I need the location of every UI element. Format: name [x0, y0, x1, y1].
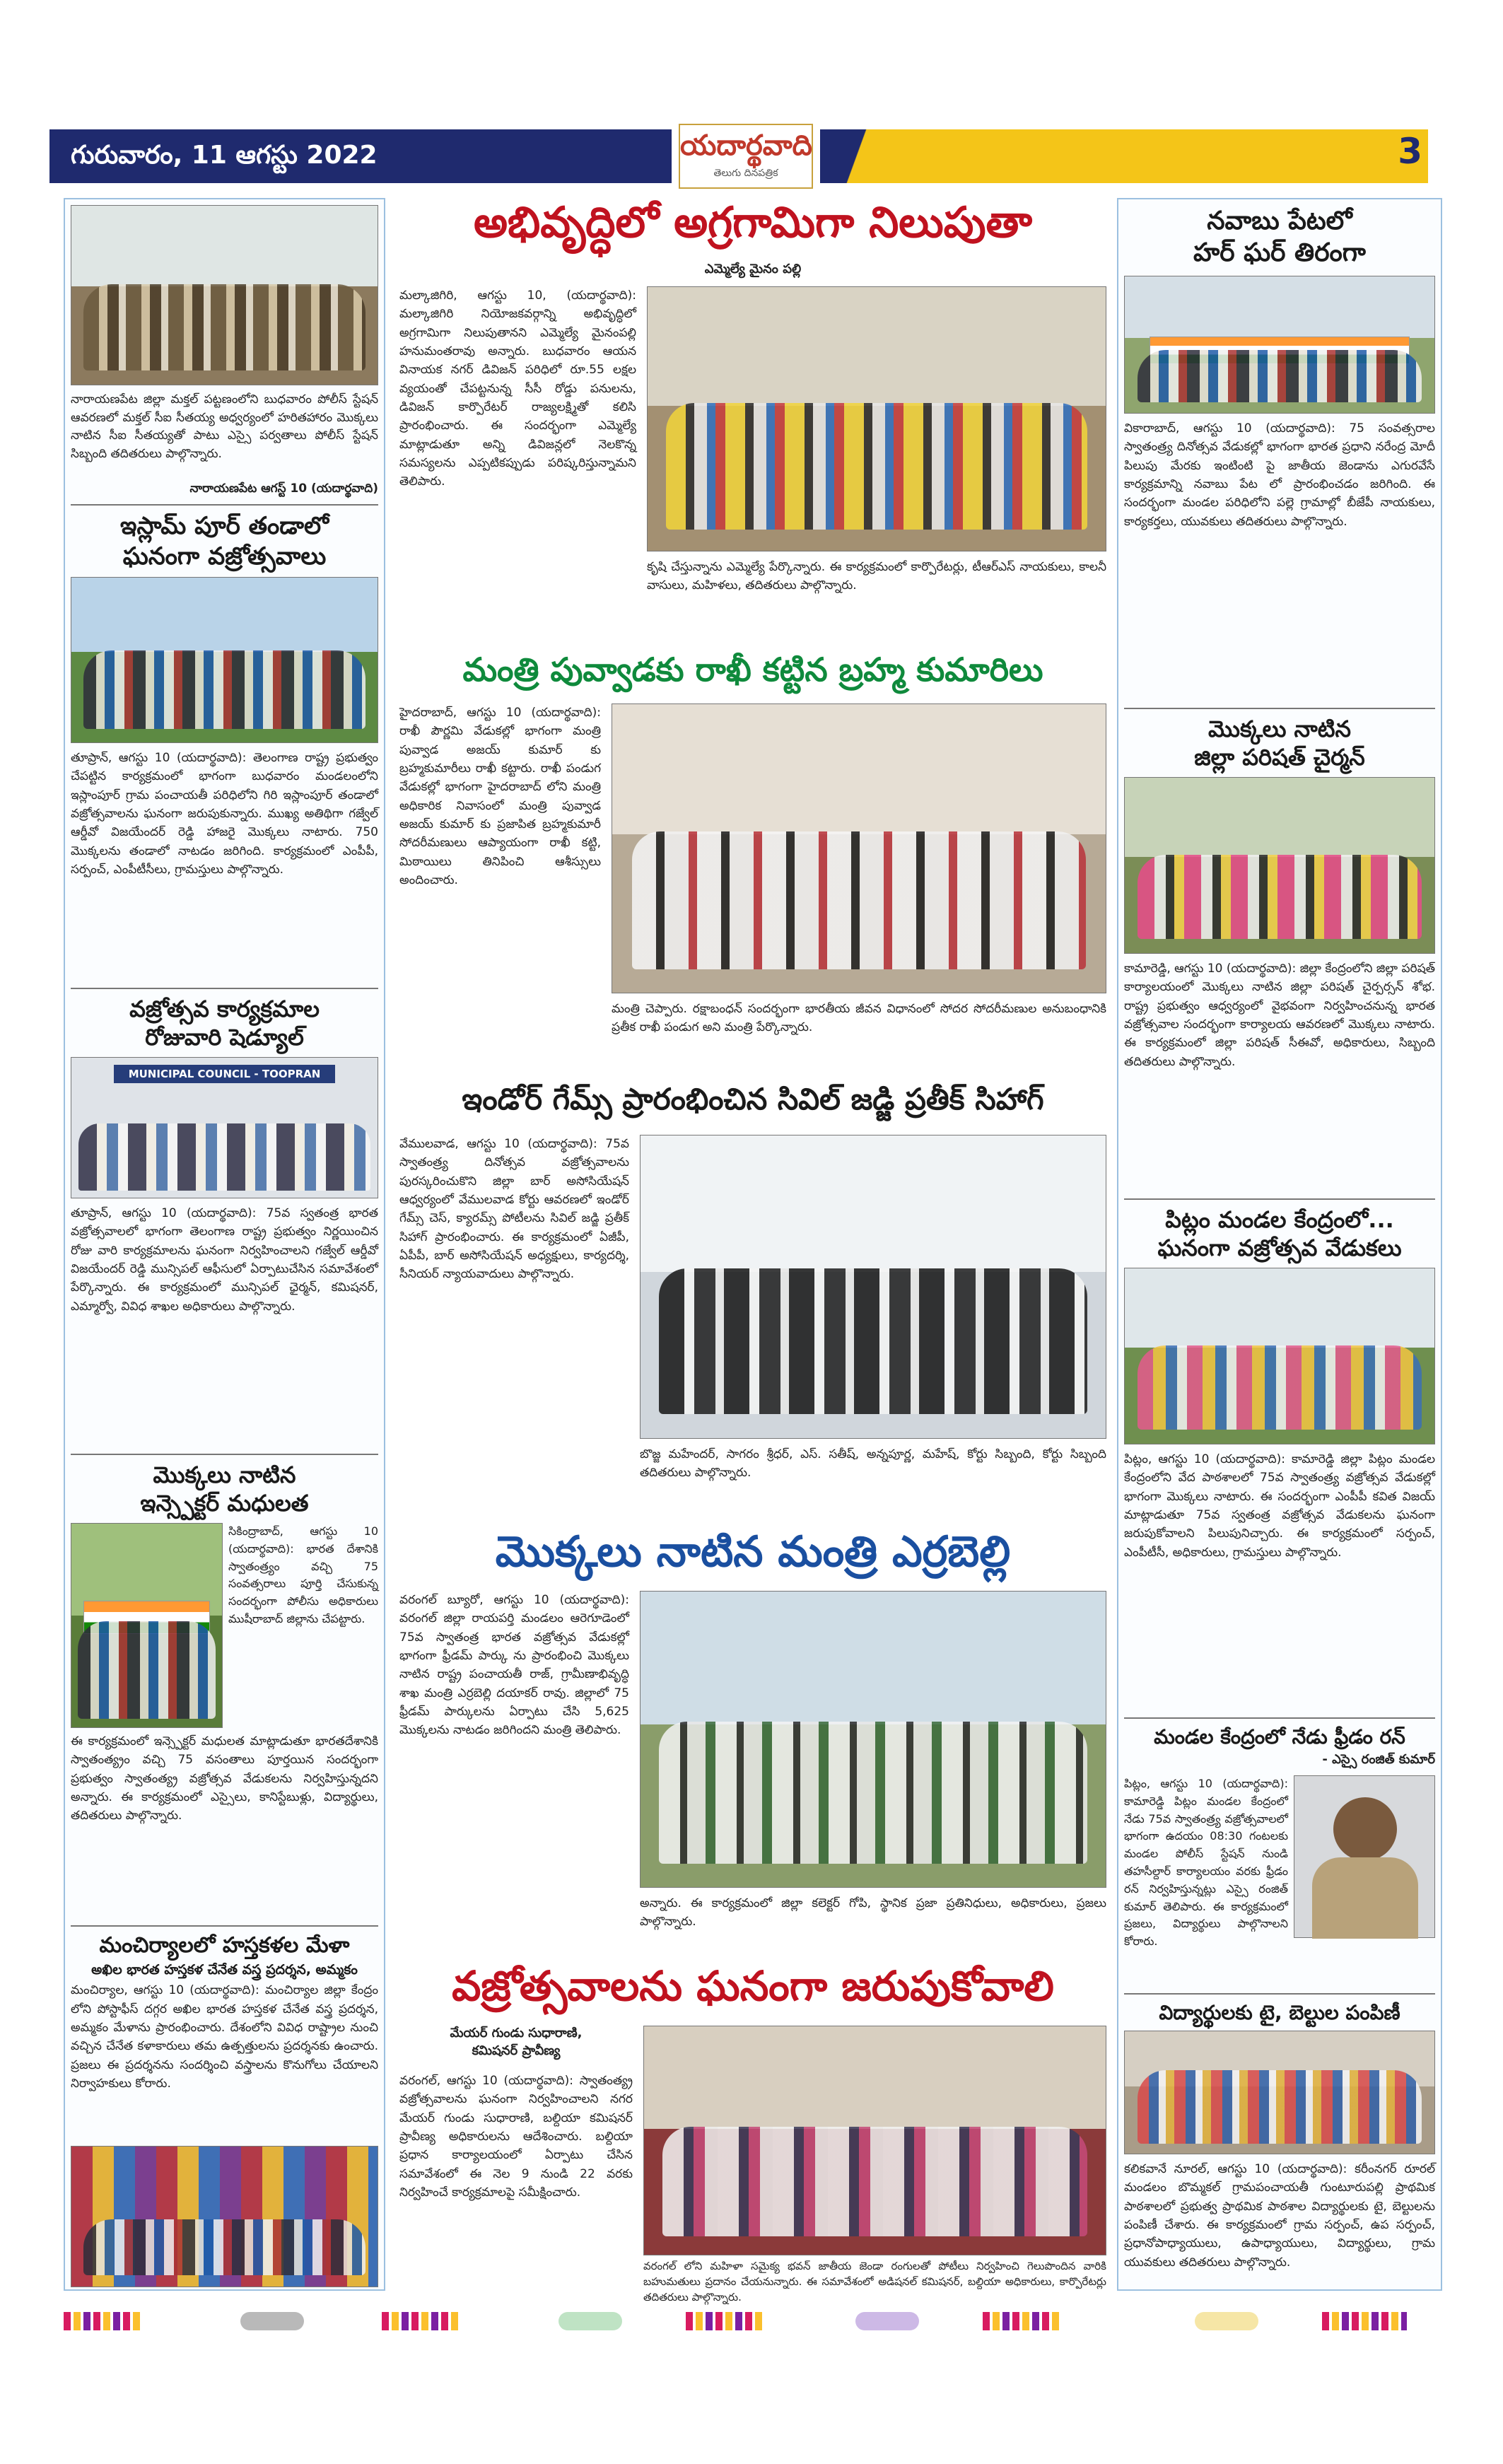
byline-freedom-run: - ఎస్సై రంజిత్ కుమార్: [1322, 1752, 1435, 1767]
headline-errabelli: మొక్కలు నాటిన మంత్రి ఎర్రబెల్లి: [495, 1527, 1011, 1577]
photo-pitlam-celebration: [1124, 1268, 1435, 1444]
footer-tile: [1195, 2312, 1258, 2330]
caption-mynampally: కృషి చేస్తున్నాను ఎమ్మెల్యే పేర్కొన్నారు. ఈ కార్యక్రమంలో కార్పొరేటర్లు, టీఆర్ఎస్ నాయకులు, కాలనీ వాసులు, మహిళలు, తదితరులు పాల్గొన్నారు.: [647, 560, 1106, 592]
divider: [1124, 1198, 1435, 1200]
headline-indoor-games: ఇండోర్ గేమ్స్ ప్రారంభించిన సివిల్ జడ్జి ప్రతీక్ సిహాగ్: [462, 1082, 1044, 1116]
photo-puvvada-rakhi: [612, 703, 1106, 993]
footer-tile: [855, 2312, 919, 2330]
body-mynampally: మల్కాజిగిరి, ఆగస్టు 10, (యదార్థవాది): మల్కాజిగిరి నియోజకవర్గాన్ని అభివృద్ధిలో అగ్రగామిగా నిలుపుతానని ఎమ్మెల్యే మైనంపల్లి హనుమంతరావు అన్నారు. బుధవారం ఆయన వినాయక నగర్ డివిజన్ పరిధిలో రూ.55 లక్షల వ్యయంతో చేపట్టనున్న సీసీ రోడ్డు పనులను, డివిజన్ కార్పొరేటర్ రాజ్యలక్ష్మితో కలిసి ప్రారంభించారు. ఈ సందర్భంగా ఎమ్మెల్యే మాట్లాడుతూ అన్ని డివిజన్లలో నెలకొన్న సమస్యలను ఎప్పటికప్పుడు పరిష్కరిస్తున్నామని తెలిపారు.: [399, 288, 636, 489]
divider: [71, 504, 378, 506]
footer-bars: [382, 2312, 460, 2330]
middle-column: [399, 198, 1106, 2304]
headline-zp-chairman-l2: జిల్లా పరిషత్ చైర్మన్: [1194, 744, 1365, 771]
headline-handicrafts: మంచిర్యాలలో హస్తకళల మేళా: [99, 1933, 350, 1958]
body-madhulatha: ఈ కార్యక్రమంలో ఇన్స్పెక్టర్ మధులత మాట్లాడుతూ భారతదేశానికి స్వాతంత్య్రం వచ్చి 75 వసంతాలు పూర్తయిన సందర్భంగా ప్రభుత్వం స్వాతంత్య్ర వజ్రోత్సవ వేడుకలను నిర్వహిస్తున్నదని అన్నారు. ఈ కార్యక్రమంలో ఎస్సైలు, కానిస్టేబుళ్లు, విద్యార్థులు, తదితరులు పాల్గొన్నారు.: [71, 1734, 378, 1823]
headline-islampur-l1: ఇస్లామ్ పూర్ తండాలో: [120, 512, 329, 540]
byline-mynampally-wrap: [399, 262, 1106, 279]
headline-madhulatha-l1: మొక్కలు నాటిన: [153, 1461, 296, 1488]
page-header: [49, 124, 1435, 189]
credit-narayanpet: నారాయణపేట ఆగస్ట్ 10 (యదార్థవాది): [189, 481, 378, 496]
body-indoor-games: వేములవాడ, ఆగస్టు 10 (యదార్థవాది): 75వ స్వాతంత్ర్య దినోత్సవ వజ్రోత్సవాలను పురస్కరించుకొని జిల్లా బార్ అసోసియేషన్ ఆధ్వర్యంలో వేములవాడ కోర్టు ఆవరణలో ఇండోర్ గేమ్స్ చెస్, క్యారమ్స్ పోటీలను సివిల్ జడ్జి ప్రతీక్ సిహాగ్ ప్రారంభించారు. ఈ కార్యక్రమంలో ఏజీపీ, ఏపీపీ, బార్ అసోసియేషన్ అధ్యక్షులు, కార్యదర్శి, సీనియర్ న్యాయవాదులు పాల్గొన్నారు.: [399, 1137, 629, 1282]
body-tie-belts: కలికవానే నూరల్, ఆగస్టు 10 (యదార్థవాది): కరీంనగర్ రూరల్ మండలం బొమ్మకల్ గ్రామపంచాయతీ గుంటూరుపల్లి ప్రాథమిక పాఠశాలలో ప్రభుత్వ ప్రాథమిక పాఠశాల విద్యార్థులకు టై, బెల్టులను పంపిణీ చేశారు. ఈ కార్యక్రమంలో గ్రామ సర్పంచ్, ఉప సర్పంచ్, ప్రధానోపాధ్యాయులు, ఉపాధ్యాయులు, విద్యార్థులు, గ్రామ యువకులు తదితరులు పాల్గొన్నారు.: [1124, 2162, 1435, 2270]
photo-inspector-planting: [71, 1523, 223, 1728]
date-banner: [49, 129, 672, 183]
byline-warangal-l2: కమిషనర్ ప్రావీణ్య: [472, 2043, 561, 2058]
divider: [1124, 708, 1435, 709]
footer-tile: [240, 2312, 304, 2330]
intro-madhulatha: సికింద్రాబాద్, ఆగస్టు 10 (యదార్థవాది): భారత దేశానికి స్వాతంత్ర్యం వచ్చి 75 సంవత్సరాలు పూర్తి చేసుకున్న సందర్భంగా పోలీసు అధికారులు ముషీరాబాద్ జిల్లాను చేపట్టారు.: [228, 1524, 378, 1625]
headline-tie-belts: విద్యార్థులకు టై, బెల్టుల పంపిణీ: [1159, 2001, 1400, 2024]
headline-schedule-l1: వజ్రోత్సవ కార్యక్రమాల: [129, 995, 320, 1022]
footer-color-strip: [49, 2312, 1435, 2333]
right-column: [1117, 198, 1442, 2291]
footer-bars: [686, 2312, 764, 2330]
body-errabelli: వరంగల్ బ్యూరో, ఆగస్టు 10 (యదార్థవాది): వరంగల్ జిల్లా రాయపర్తి మండలం ఆరెగూడెంలో 75వ స్వాతంత్ర భారత వజ్రోత్సవ వేడుకల్లో భాగంగా ఫ్రీడమ్ పార్కు ను ప్రారంభించి మొక్కలు నాటిన రాష్ట్ర పంచాయతీ రాజ్, గ్రామీణాభివృద్ధి శాఖ మంత్రి ఎర్రబెల్లి దయాకర్ రావు. జిల్లాలో 75 ఫ్రీడమ్ పార్కులను ఏర్పాటు చేసి 5,625 మొక్కలను నాటడం జరిగిందని మంత్రి తెలిపారు.: [399, 1593, 629, 1738]
municipal-banner: MUNICIPAL COUNCIL - TOOPRAN: [114, 1065, 335, 1083]
photo-nawabpet-tiranga: [1124, 276, 1435, 414]
body-puvvada-rakhi: హైదరాబాద్, ఆగస్టు 10 (యదార్థవాది): రాఖీ పౌర్ణమి వేడుకల్లో భాగంగా మంత్రి పువ్వాడ అజయ్ కుమార్ కు బ్రహ్మకుమారీలు రాఖీ కట్టారు. రాఖీ పండుగ వేడుకల్లో భాగంగా హైదరాబాద్ లోని మంత్రి అధికారిక నివాసంలో మంత్రి పువ్వాడ అజయ్ కుమార్ కు ప్రజాపిత బ్రహ్మకుమారీ సోదరీమణులు ఆప్యాయంగా రాఖీ కట్టి, మిఠాయిలు తినిపించి ఆశీస్సులు అందించారు.: [399, 706, 601, 888]
divider: [1124, 1993, 1435, 1995]
caption-warangal: వరంగల్ లోని మహిళా సమైక్య భవన్ జాతీయ జెండా రంగులతో పోటీలు నిర్వహించి గెలుపొందిన వారికి బహుమతులు ప్రదానం చేయనున్నారు. ఈ సమావేశంలో అడిషనల్ కమిషనర్, బల్దియా అధికారులు, కార్పొరేటర్లు తదితరులు పాల్గొన్నారు.: [643, 2260, 1106, 2304]
caption-police-planting: నారాయణపేట జిల్లా మక్తల్ పట్టణంలోని బుధవారం పోలీస్ స్టేషన్ ఆవరణలో మక్తల్ సీఐ సీతయ్య అధ్వర్యంలో హరితహారం మొక్కలు నాటిన సీఐ సీతయ్యతో పాటు ఎస్సై పర్వతాలు పోలీస్ స్టేషన్ సిబ్బంది తదితరులు పాల్గొన్నారు.: [71, 392, 378, 461]
byline-warangal-wrap: [399, 2026, 633, 2061]
issue-date: గురువారం, 11 ఆగస్టు 2022: [71, 141, 378, 170]
headline-celebrations-warangal: వజ్రోత్సవాలను ఘనంగా జరుపుకోవాలి: [452, 1962, 1054, 2010]
headline-schedule-l2: రోజువారి షెడ్యూల్: [145, 1024, 304, 1051]
subhead-handicrafts: అఖిల భారత హస్తకళ చేనేత వస్త్ర ప్రదర్శన, అమ్మకం: [91, 1961, 358, 1978]
photo-police-planting: [71, 205, 378, 385]
photo-islampur-celebration: [71, 577, 378, 743]
headline-pitlam-l2: ఘనంగా వజ్రోత్సవ వేడుకలు: [1157, 1234, 1402, 1261]
body-islampur: తూప్రాన్, ఆగస్టు 10 (యదార్థవాది): తెలంగాణ రాష్ట్ర ప్రభుత్వం చేపట్టిన కార్యక్రమంలో భాగంగా బుధవారం మండలంలోని ఇస్లాంపూర్ గ్రామ పంచాయతీ పరిధిలోని గిరి ఇస్లాంపూర్ తండాలో వజ్రోత్సవాలను ఘనంగా జరుపుకున్నారు. ముఖ్య అతిథిగా గజ్వేల్ ఆర్డీవో విజయేందర్ రెడ్డి హాజరై మొక్కలు నాటారు. 750 మొక్కలను తండాలో నాటడం జరిగింది. కార్యక్రమంలో ఎంపీపీ, సర్పంచ్, ఎంపీటీసీలు, గ్రామస్తులు పాల్గొన్నారు.: [71, 751, 378, 877]
caption-errabelli: అన్నారు. ఈ కార్యక్రమంలో జిల్లా కలెక్టర్ గోపి, స్థానిక ప్రజా ప్రతినిధులు, అధికారులు, ప్రజలు పాల్గొన్నారు.: [640, 1896, 1106, 1929]
body-pitlam: పిట్లం, ఆగస్టు 10 (యదార్థవాది): కామారెడ్డి జిల్లా పిట్లం మండల కేంద్రంలోని వేద పాఠశాలలో 75వ స్వాతంత్ర్య వజ్రోత్సవ వేడుకల్లో భాగంగా మొక్కలు నాటారు. ఈ సందర్భంగా ఎంపీపీ కవిత విజయ్ మాట్లాడుతూ 75వ స్వతంత్ర వజ్రోత్సవ వేడుకలను ఘనంగా జరుపుకోవాలని పిలుపునిచ్చారు. ఈ కార్యక్రమంలో సర్పంచ్, ఎంపీటీసీ, అధికారులు, గ్రామస్తులు పాల్గొన్నారు.: [1124, 1452, 1435, 1560]
footer-bars: [983, 2312, 1060, 2330]
headline-zp-chairman-l1: మొక్కలు నాటిన: [1208, 716, 1351, 742]
body-schedule: తూప్రాన్, ఆగస్టు 10 (యదార్థవాది): 75వ స్వతంత్ర భారత వజ్రోత్సవాలలో భాగంగా తెలంగాణ రాష్ట్ర ప్రభుత్వం నిర్ణయించిన రోజు వారి కార్యక్రమాలను ఘనంగా నిర్వహించాలని గజ్వేల్ ఆర్డీవో విజయేందర్ రెడ్డి మున్సిపల్ ఆఫీసులో ఏర్పాటుచేసిన సమావేశంలో పేర్కొన్నారు. ఈ కార్యక్రమంలో మున్సిపల్ ఛైర్మన్, కమిషనర్, ఎమ్మార్వో, వివిధ శాఖల అధికారులు పాల్గొన్నారు.: [71, 1206, 378, 1314]
photo-municipal-meeting: [71, 1057, 378, 1198]
masthead-logo: [679, 124, 813, 189]
headline-nawabpet-l1: నవాబు పేటలో: [1207, 206, 1352, 235]
body-freedom-run: పిట్లం, ఆగస్టు 10 (యదార్థవాది): కామారెడ్డి పిట్లం మండల కేంద్రంలో నేడు 75వ స్వాతంత్ర్య వజ్రోత్సవాలలో భాగంగా ఉదయం 08:30 గంటలకు మండల పోలీస్ స్టేషన్ నుండి తహసీల్దార్ కార్యాలయం వరకు ఫ్రీడం రన్ నిర్వహిస్తున్నట్లు ఎస్సై రంజిత్ కుమార్ తెలిపారు. ఈ కార్యక్రమంలో ప్రజలు, విద్యార్థులు పాల్గొనాలని కోరారు.: [1124, 1777, 1288, 1949]
header-yellow-band: [820, 129, 1428, 183]
photo-zp-planting: [1124, 777, 1435, 954]
photo-indoor-games: [640, 1135, 1106, 1439]
logo-tagline: తెలుగు దినపత్రిక: [713, 168, 778, 179]
photo-handicrafts-stall: [71, 2146, 378, 2287]
body-warangal-review: వరంగల్, ఆగస్టు 10 (యదార్థవాది): స్వాతంత్య్ర వజ్రోత్సవాలను ఘనంగా నిర్వహించాలని నగర మేయర్ గుండు సుధారాణి, బల్దియా కమిషనర్ ప్రావీణ్య అధికారులను ఆదేశించారు. బల్దియా ప్రధాన కార్యాలయంలో ఏర్పాటు చేసిన సమావేశంలో ఈ నెల 9 నుండి 22 వరకు నిర్వహించే కార్యక్రమాలపై సమీక్షించారు.: [399, 2074, 633, 2200]
body-zp-chairman: కామారెడ్డి, ఆగస్టు 10 (యదార్థవాది): జిల్లా కేంద్రంలోని జిల్లా పరిషత్ కార్యాలయంలో మొక్కలు నాటిన జిల్లా పరిషత్ చైర్పర్సన్ శోభ. రాష్ట్ర ప్రభుత్వం ఆధ్వర్యంలో వైభవంగా నిర్వహించనున్న భారత వజ్రోత్సవాల సందర్భంగా కార్యాలయ ఆవరణలో మొక్కలు నాటారు. ఈ కార్యక్రమంలో జిల్లా పరిషత్ సీఈవో, అధికారులు, సిబ్బంది తదితరులు పాల్గొన్నారు.: [1124, 962, 1435, 1069]
headline-islampur-l2: ఘనంగా వజ్రోత్సవాలు: [122, 542, 327, 571]
photo-students-tie-belts: [1124, 2031, 1435, 2154]
footer-tile: [558, 2312, 622, 2330]
caption-puvvada-rakhi: మంత్రి చెప్పారు. రక్షాబంధన్ సందర్భంగా భారతీయ జీవన విధానంలో సోదర సోదరీమణుల అనుబంధానికి ప్రతీక రాఖీ పండుగ అని మంత్రి పేర్కొన్నారు.: [612, 1002, 1106, 1034]
divider: [71, 1454, 378, 1455]
footer-bars: [64, 2312, 141, 2330]
byline-mynampally: ఎమ్మెల్యే మైనం పల్లి: [704, 262, 802, 276]
divider: [71, 1925, 378, 1927]
photo-si-ranjith: [1294, 1775, 1435, 1938]
divider: [71, 988, 378, 989]
logo-title: యదార్థవాది: [680, 129, 812, 162]
left-column: [64, 198, 385, 2291]
page-number: 3: [1398, 131, 1422, 172]
headline-puvvada-rakhi: మంత్రి పువ్వాడకు రాఖీ కట్టిన బ్రహ్మ కుమారిలు: [462, 650, 1043, 689]
photo-warangal-meeting: [643, 2026, 1106, 2255]
footer-bars: [1322, 2312, 1407, 2330]
headline-nawabpet-l2: హర్ ఘర్ తిరంగా: [1193, 238, 1366, 267]
headline-freedom-run: మండల కేంద్రంలో నేడు ఫ్రీడం రన్: [1154, 1725, 1405, 1748]
headline-pitlam-l1: పిట్లం మండల కేంద్రంలో...: [1165, 1206, 1394, 1233]
photo-errabelli-planting: [640, 1591, 1106, 1888]
body-handicrafts: మంచిర్యాల, ఆగస్టు 10 (యదార్థవాది): మంచిర్యాల జిల్లా కేంద్రం లోని పోస్టాఫీస్ దగ్గర అఖిల భారత హస్తకళ చేనేత వస్త్ర ప్రదర్శన, అమ్మకం మేళాను ప్రారంభించారు. దేశంలోని వివిధ రాష్ట్రాల నుంచి వచ్చిన చేనేత కళాకారులు తమ ఉత్పత్తులను ప్రదర్శనకు ఉంచారు. ప్రజలు ఈ ప్రదర్శనను సందర్శించి వస్త్రాలను కొనుగోలు చేయాలని నిర్వాహకులు కోరారు.: [71, 1983, 378, 2091]
headline-madhulatha-l2: ఇన్స్పెక్టర్ మధులత: [140, 1490, 309, 1517]
byline-warangal-l1: మేయర్ గుండు సుధారాణి,: [450, 2026, 583, 2040]
divider: [1124, 1717, 1435, 1719]
body-nawabpet: వికారాబాద్, ఆగస్టు 10 (యదార్థవాది): 75 సంవత్సరాల స్వాతంత్ర్య దినోత్సవ వేడుకల్లో భాగంగా భారత ప్రధాని నరేంద్ర మోదీ పిలుపు మేరకు ఇంటింటి పై జాతీయ జెండాను ఎగురవేసే కార్యక్రమాన్ని నవాబు పేట లో ప్రారంభించడం జరిగింది. ఈ సందర్భంగా మండల పరిధిలోని పల్లె గ్రామాల్లో బీజేపీ నాయకులు, కార్యకర్తలు, యువకులు తదితరులు పాల్గొన్నారు.: [1124, 421, 1435, 529]
headline-mynampally: అభివృద్ధిలో అగ్రగామిగా నిలుపుతా: [473, 198, 1033, 247]
caption-indoor-games: బొజ్జ మహేందర్, సాగరం శ్రీధర్, ఎస్. సతీష్, అన్నపూర్ణ, మహేష్, కోర్టు సిబ్బంది, కోర్టు సిబ్బంది తదితరులు పాల్గొన్నారు.: [640, 1447, 1106, 1480]
photo-mynampally-roadworks: [647, 286, 1106, 551]
